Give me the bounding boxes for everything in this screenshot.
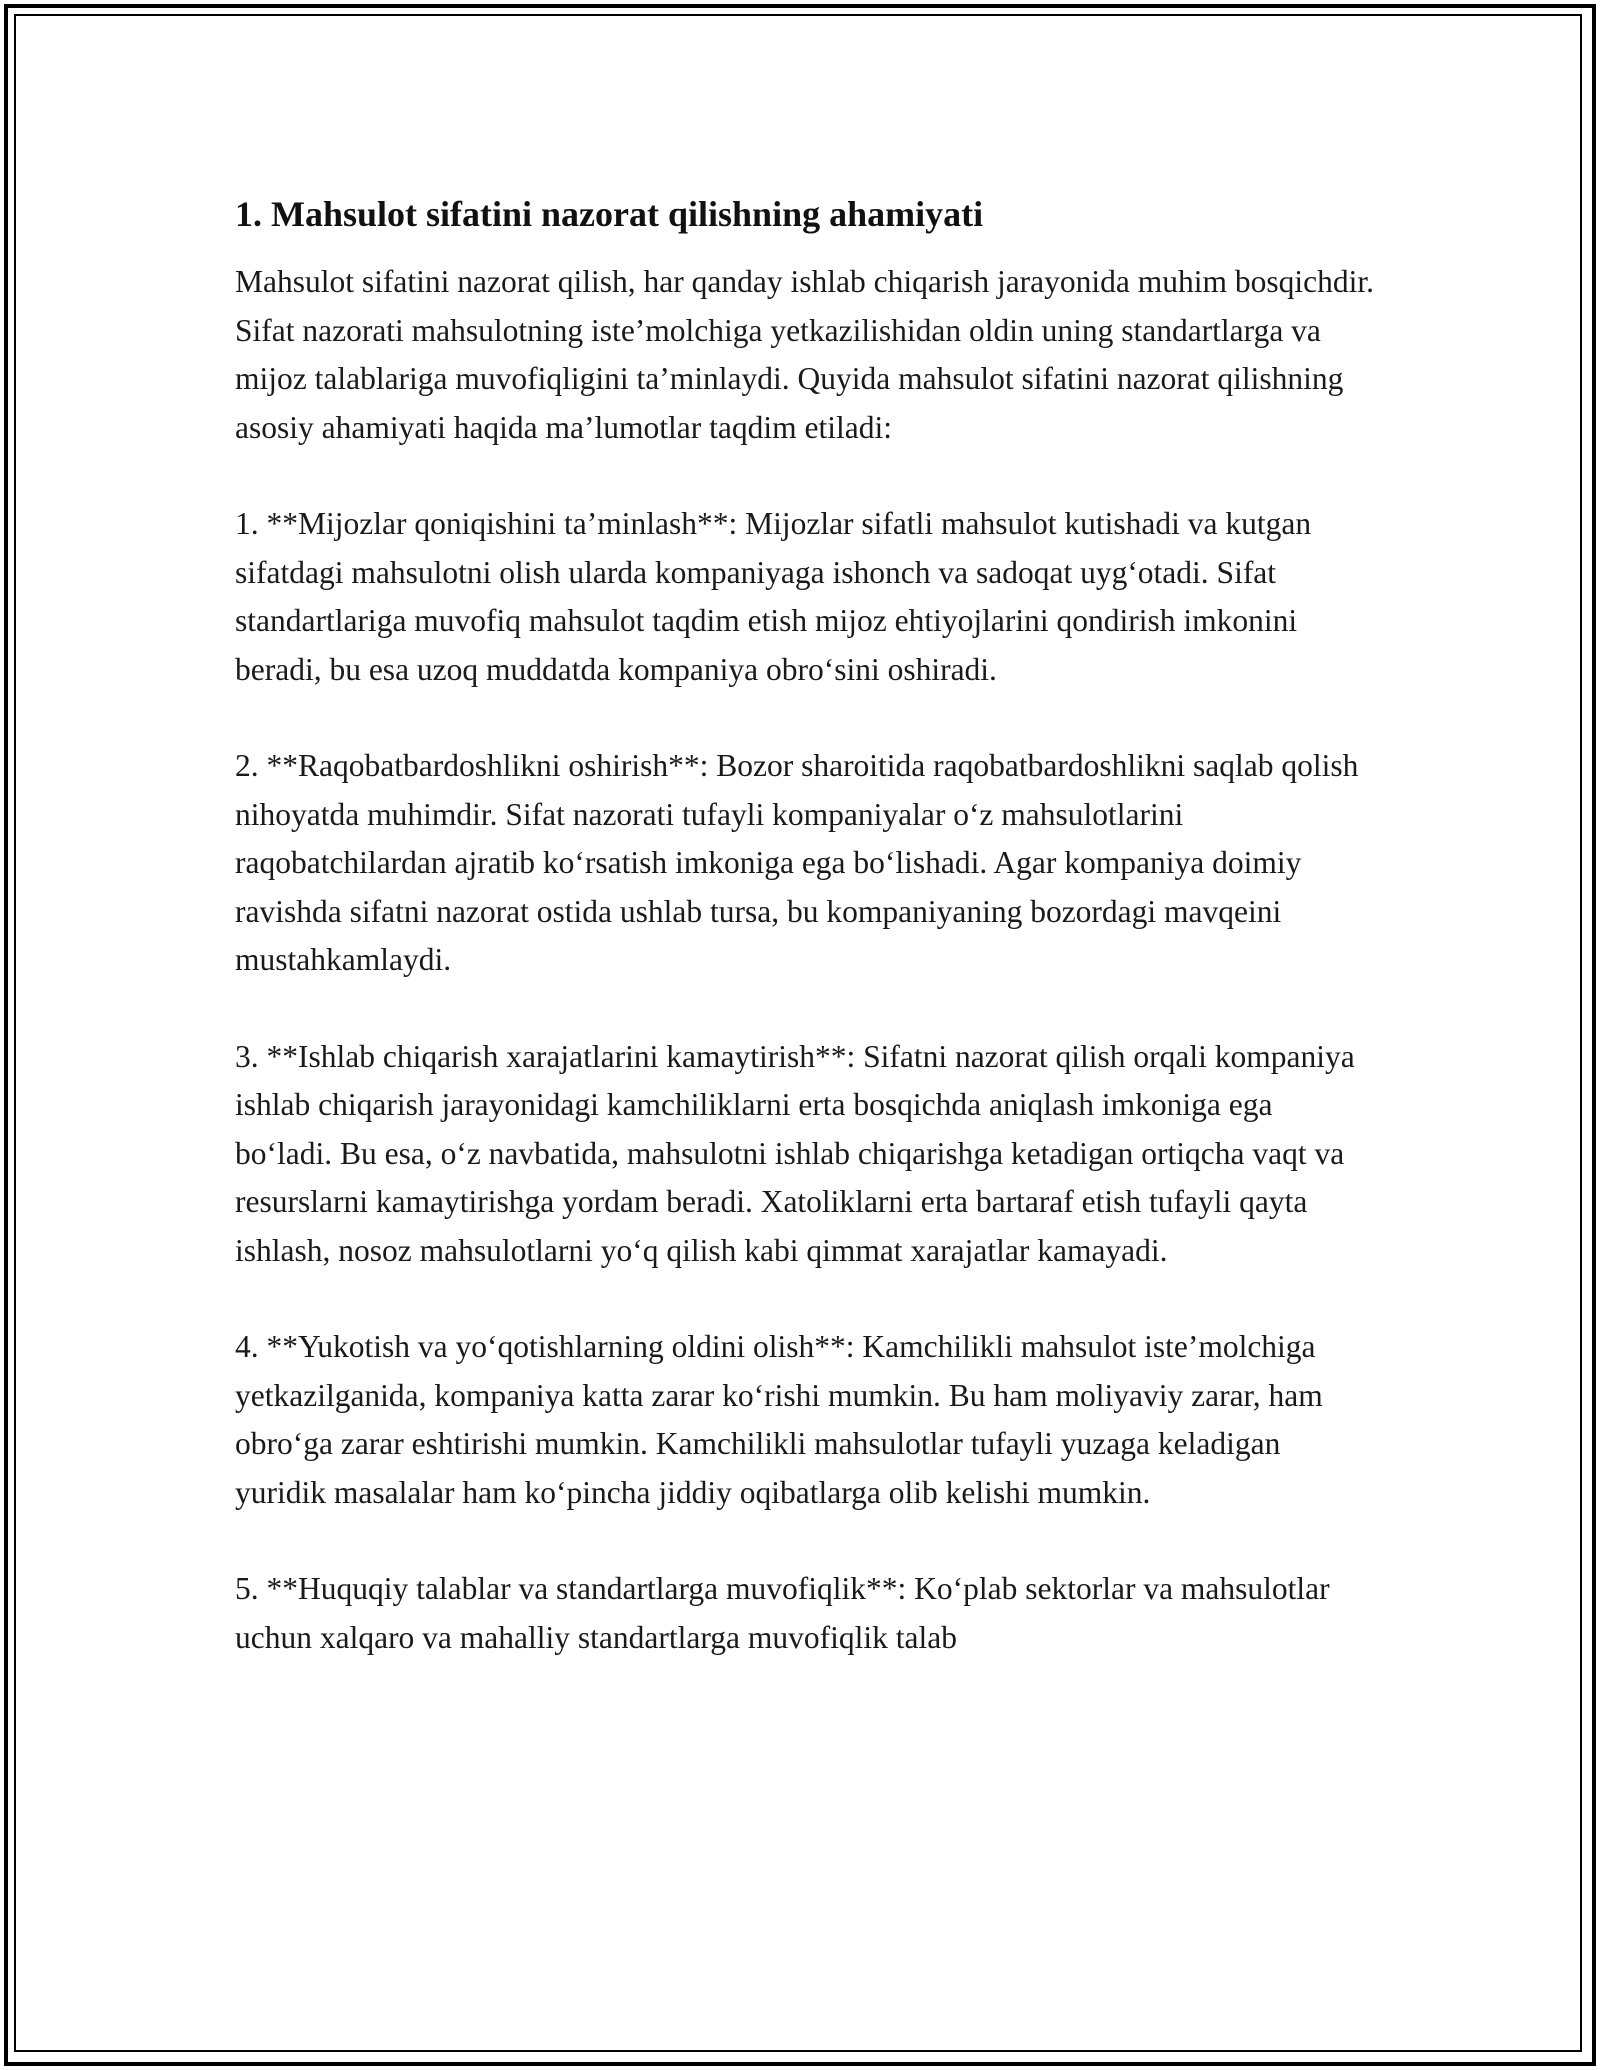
paragraph-item-5: 5. **Huquqiy talablar va standartlarga muvofiqlik**: Ko‘plab sektorlar va mahsulotlar uchun xalqaro va mahalliy standartlarga muvofiqlik talab [235, 1571, 1330, 1655]
paragraph-item-2: 2. **Raqobatbardoshlikni oshirish**: Bozor sharoitida raqobatbardoshlikni saqlab qolish nihoyatda muhimdir. Sifat nazorati tufayli kompaniyalar o‘z mahsulotlarini raqobatchilardan ajratib ko‘rsatish imkoniga ega bo‘lishadi. Agar kompaniya doimiy ravishda sifatni nazorat ostida ushlab tursa, bu kompaniyaning bozordagi mavqeini mustahkamlaydi. [235, 748, 1359, 977]
intro-paragraph: Mahsulot sifatini nazorat qilish, har qanday ishlab chiqarish jarayonida muhim bosqichdir. Sifat nazorati mahsulotning iste’molchiga yetkazilishidan oldin uning standartlarga va mijoz talablariga muvofiqligini ta’minlaydi. Quyida mahsulot sifatini nazorat qilishning asosiy ahamiyati haqida ma’lumotlar taqdim etiladi: [235, 264, 1375, 445]
section-heading: 1. Mahsulot sifatini nazorat qilishning ahamiyati [235, 194, 984, 234]
paragraph-item-3: 3. **Ishlab chiqarish xarajatlarini kamaytirish**: Sifatni nazorat qilish orqali kompaniya ishlab chiqarish jarayonidagi kamchiliklarni erta bosqichda aniqlash imkoniga ega bo‘ladi. Bu esa, o‘z navbatida, mahsulotni ishlab chiqarishga ketadigan ortiqcha vaqt va resurslarni kamaytirishga yordam beradi. Xatoliklarni erta bartaraf etish tufayli qayta ishlash, nosoz mahsulotlarni yo‘q qilish kabi qimmat xarajatlar kamayadi. [235, 1038, 1355, 1268]
paragraph-item-4: 4. **Yukotish va yo‘qotishlarning oldini olish**: Kamchilikli mahsulot iste’molchiga yetkazilganida, kompaniya katta zarar ko‘rishi mumkin. Bu ham moliyaviy zarar, ham obro‘ga zarar eshtirishi mumkin. Kamchilikli mahsulotlar tufayli yuzaga keladigan yuridik masalalar ham ko‘pincha jiddiy oqibatlarga olib kelishi mumkin. [235, 1329, 1323, 1510]
paragraph-item-1: 1. **Mijozlar qoniqishini ta’minlash**: Mijozlar sifatli mahsulot kutishadi va kutgan sifatdagi mahsulotni olish ularda kompaniyaga ishonch va sadoqat uyg‘otadi. Sifat standartlariga muvofiq mahsulot taqdim etish mijoz ehtiyojlarini qondirish imkonini beradi, bu esa uzoq muddatda kompaniya obro‘sini oshiradi. [235, 506, 1312, 687]
document-body [235, 188, 1375, 1662]
